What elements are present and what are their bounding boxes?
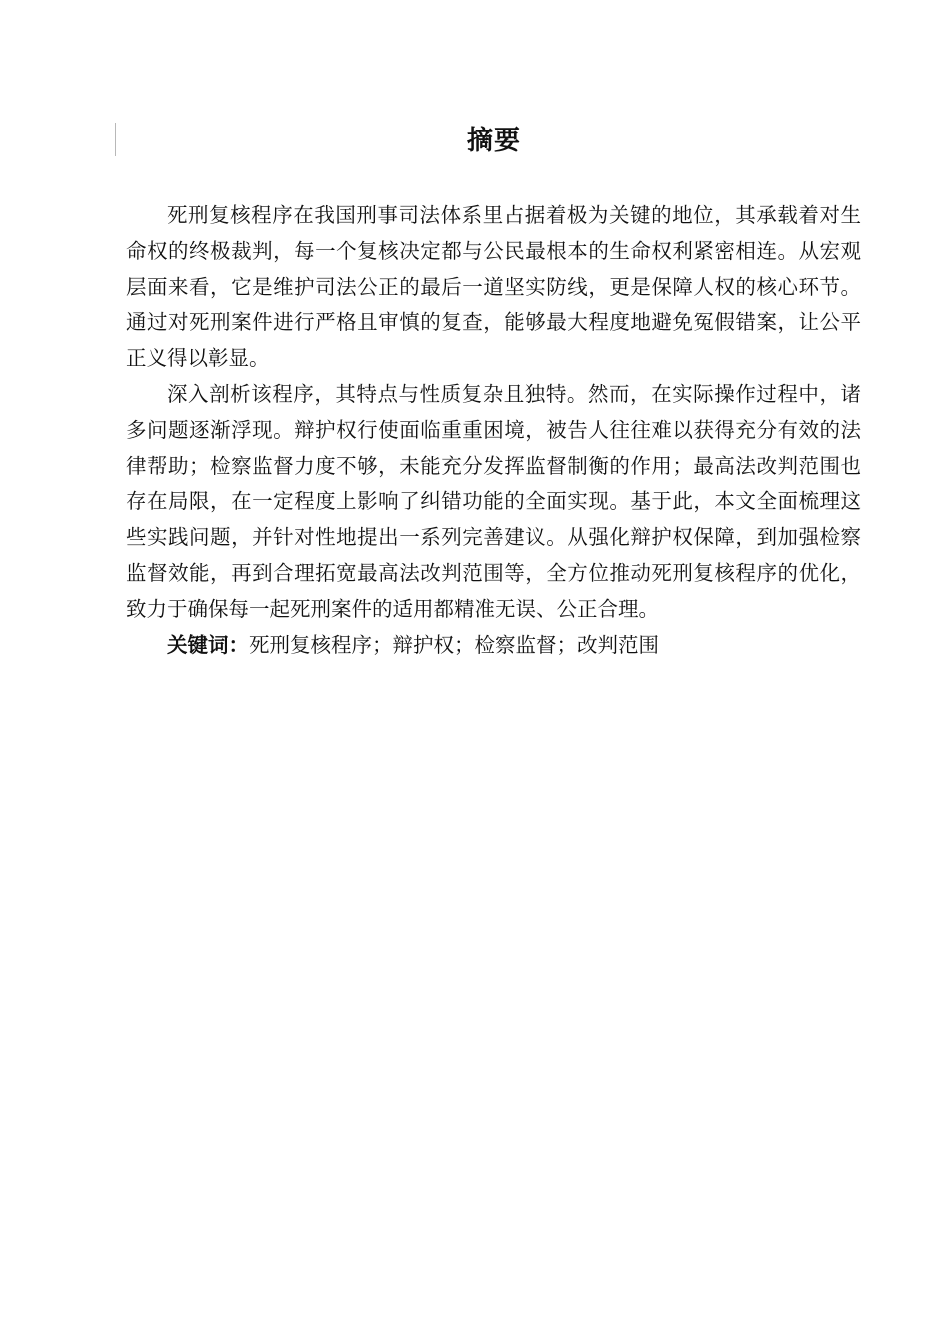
abstract-body [126,198,861,663]
keywords-line [126,628,861,664]
abstract-paragraph-2: 深入剖析该程序，其特点与性质复杂且独特。然而，在实际操作过程中，诸多问题逐渐浮现。辩护权行使面临重重困境，被告人往往难以获得充分有效的法律帮助；检察监督力度不够，未能充分发挥监督制衡的作用；最高法改判范围也存在局限，在一定程度上影响了纠错功能的全面实现。基于此，本文全面梳理这些实践问题，并针对性地提出一系列完善建议。从强化辩护权保障，到加强检察监督效能，再到合理拓宽最高法改判范围等，全方位推动死刑复核程序的优化，致力于确保每一起死刑案件的适用都精准无误、公正合理。 [126,381,861,621]
page-title: 摘要 [466,126,521,156]
keywords-text: 死刑复核程序；辩护权；检察监督；改判范围 [249,632,659,657]
abstract-paragraph-1: 死刑复核程序在我国刑事司法体系里占据着极为关键的地位，其承载着对生命权的终极裁判，每一个复核决定都与公民最根本的生命权利紧密相连。从宏观层面来看，它是维护司法公正的最后一道坚实防线，更是保障人权的核心环节。通过对死刑案件进行严格且审慎的复查，能够最大程度地避免冤假错案，让公平正义得以彰显。 [126,203,861,371]
keywords-label: 关键词： [167,632,249,657]
